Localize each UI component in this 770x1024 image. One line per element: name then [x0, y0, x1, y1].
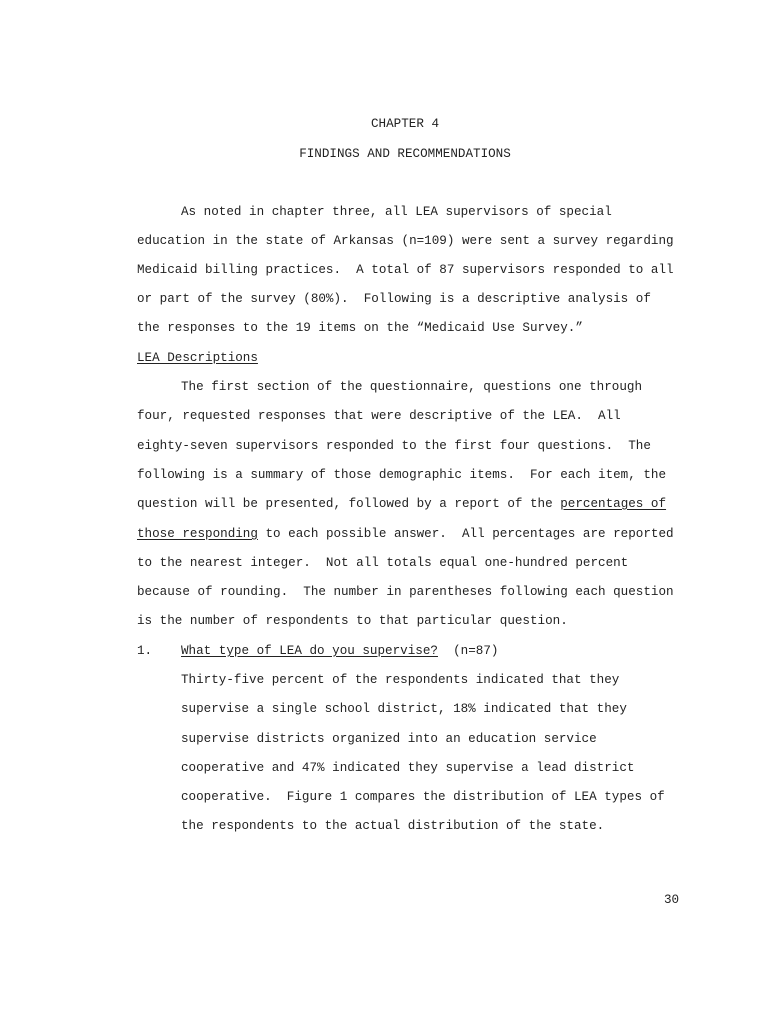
answer-line: supervise districts organized into an education service: [181, 732, 597, 746]
question-number: 1.: [137, 644, 153, 658]
text-span: [438, 644, 453, 658]
answer-line: Thirty-five percent of the respondents indicated that they: [181, 673, 620, 687]
text-line: to the nearest integer. Not all totals equal one-hundred percent: [137, 556, 629, 570]
text-line: [137, 526, 674, 542]
text-line: education in the state of Arkansas (n=109) were sent a survey regarding: [137, 234, 674, 248]
chapter-label: CHAPTER 4: [370, 117, 440, 131]
text-span: question will be presented, followed by a report of the: [137, 497, 561, 511]
text-line: the responses to the 19 items on the “Medicaid Use Survey.”: [137, 321, 583, 335]
text-line: or part of the survey (80%). Following is a descriptive analysis of: [137, 292, 651, 306]
text-span: to each possible answer. All percentages are reported: [257, 527, 674, 541]
text-line: following is a summary of those demographic items. For each item, the: [137, 468, 667, 482]
text-line: Medicaid billing practices. A total of 87 supervisors responded to all: [137, 263, 674, 277]
answer-line: the respondents to the actual distribution of the state.: [181, 819, 605, 833]
text-line: The first section of the questionnaire, questions one through: [181, 380, 643, 394]
answer-line: supervise a single school district, 18% indicated that they: [181, 702, 627, 716]
section-heading: LEA Descriptions: [137, 351, 258, 365]
text-line: because of rounding. The number in parentheses following each question: [137, 585, 674, 599]
text-line: is the number of respondents to that particular question.: [137, 614, 568, 628]
question-text-line: [181, 643, 498, 659]
page-number: 30: [664, 893, 680, 907]
respondent-count: (n=87): [453, 644, 499, 658]
answer-line: cooperative and 47% indicated they supervise a lead district: [181, 761, 635, 775]
text-line: eighty-seven supervisors responded to the first four questions. The: [137, 439, 651, 453]
underlined-phrase: those responding: [137, 527, 258, 541]
question-text: What type of LEA do you supervise?: [181, 644, 438, 658]
chapter-title: FINDINGS AND RECOMMENDATIONS: [299, 147, 511, 161]
answer-line: cooperative. Figure 1 compares the distribution of LEA types of: [181, 790, 665, 804]
underlined-phrase: percentages of: [560, 497, 667, 511]
text-line: [137, 496, 666, 512]
text-line: four, requested responses that were descriptive of the LEA. All: [137, 409, 621, 423]
text-line: As noted in chapter three, all LEA supervisors of special: [181, 205, 612, 219]
